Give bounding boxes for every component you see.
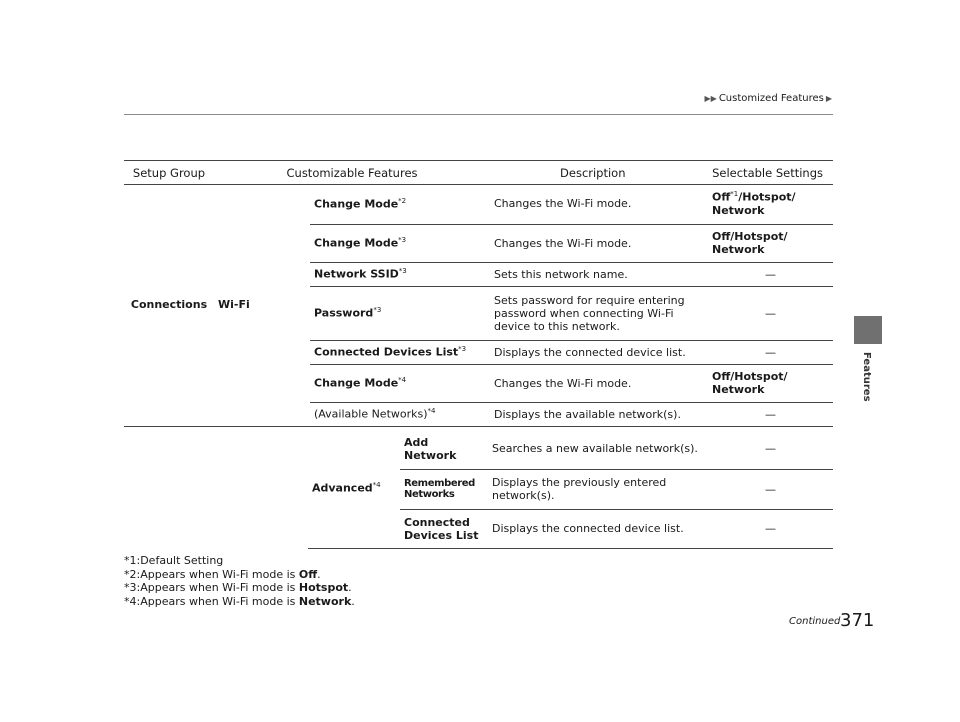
advanced-item-name: Connected Devices List [400,509,488,548]
feature-description: Sets this network name. [490,262,708,286]
advanced-item-setting: — [708,509,833,548]
feature-name: (Available Networks) [314,407,428,421]
footnote: *2:Appears when Wi-Fi mode is Off. [124,567,321,581]
advanced-label: Advanced$^{*4}$ [308,429,400,548]
arrow-icon: ▶▶ [704,94,717,103]
feature-setting: — [708,340,833,364]
col-header: Setup Group [124,161,214,185]
advanced-item-setting: — [708,469,833,509]
advanced-item-description: Displays the connected device list. [488,509,708,548]
feature-name: Connected Devices List [314,345,459,359]
advanced-item-description: Searches a new available network(s). [488,429,708,469]
features-body [124,184,833,427]
feature-setting: Off/Hotspot/ Network [708,224,833,262]
feature-description: Changes the Wi-Fi mode. [490,224,708,262]
arrow-icon: ▶ [825,94,832,103]
feature-setting: — [708,262,833,286]
breadcrumb [705,93,832,104]
section-tab-label: Features [861,352,872,402]
customizable-features-table [124,160,833,185]
continued-label: Continued [789,616,841,627]
footnote: *1:Default Setting [124,554,224,567]
table-header-row [124,161,833,185]
advanced-item-description: Displays the previously entered network(s). [488,469,708,509]
col-header [560,161,833,185]
feature-description: Displays the connected device list. [490,340,708,364]
col-header-settings: Selectable Settings [712,165,824,180]
footnotes [124,554,355,608]
page-number: 371 [840,610,875,631]
feature-setting: Off/Hotspot/ Network [708,364,833,402]
section-tab [854,316,882,344]
feature-description: Changes the Wi-Fi mode. [490,364,708,402]
table-row: Connections Wi-Fi Change Mode$^{*2}$ Changes the Wi-Fi mode. Off$^{*1}$/Hotspot/ Network [124,184,833,224]
breadcrumb-label: Customized Features [718,93,824,104]
feature-description: Sets password for require entering password when connecting Wi-Fi device to this network. [490,286,708,340]
table-row: (Available Networks)$^{*4}$ Displays the available network(s). — [124,402,833,426]
feature-description: Displays the available network(s). [490,402,708,426]
table-row: Change Mode$^{*4}$ Changes the Wi-Fi mode. Off/Hotspot/ Network [124,364,833,402]
feature-description: Changes the Wi-Fi mode. [490,184,708,224]
feature-name: Change Mode [314,376,399,390]
advanced-item-setting: — [708,429,833,469]
col-header: Customizable Features [214,161,490,185]
footnote: *4:Appears when Wi-Fi mode is Network. [124,594,355,608]
table-row [308,429,833,469]
feature-name: Change Mode [314,236,399,250]
advanced-item-name: Remembered Networks [400,469,488,509]
feature-setting: Off$^{*1}$/Hotspot/ Network [708,184,833,224]
feature-setting: — [708,286,833,340]
setup-group: Connections [124,184,214,426]
table-row: Connected Devices List$^{*3}$ Displays the connected device list. — [124,340,833,364]
footnote: *3:Appears when Wi-Fi mode is Hotspot. [124,581,352,594]
feature-name: Change Mode [314,197,399,211]
col-header-description: Description [560,165,626,180]
table-row: Network SSID$^{*3}$ Sets this network name. — [124,262,833,286]
header-rule [124,114,833,115]
table-row: Password$^{*3}$ Sets password for require entering password when connecting Wi-Fi device to this network. — [124,286,833,340]
table-row: Change Mode$^{*3}$ Changes the Wi-Fi mode. Off/Hotspot/ Network [124,224,833,262]
advanced-subtable [308,429,833,549]
feature-name: Network SSID [314,267,399,281]
setup-subgroup: Wi-Fi [214,184,310,426]
feature-name: Password [314,306,374,320]
feature-setting: — [708,402,833,426]
advanced-item-name: Add Network [400,429,488,469]
